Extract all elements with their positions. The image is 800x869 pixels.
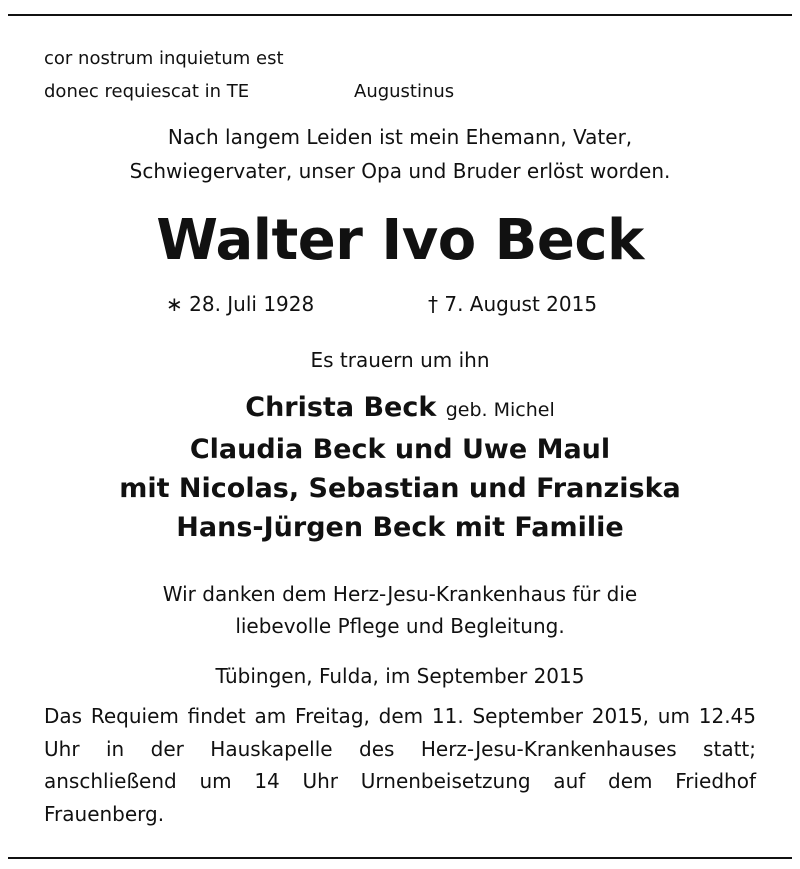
- mourner-wife: [8, 388, 792, 430]
- mourner-line-3: mit Nicolas, Sebastian und Franziska: [119, 473, 681, 504]
- motto-author: Augustinus: [354, 81, 455, 102]
- mourner-line-2: Claudia Beck und Uwe Maul: [189, 434, 611, 465]
- motto-line-1: cor nostrum inquietum est: [44, 48, 284, 69]
- obituary-frame: [8, 14, 792, 859]
- motto-line-2: donec requiescat in TE: [44, 81, 250, 102]
- intro-text: [8, 120, 792, 188]
- mourner-line-4: Hans-Jürgen Beck mit Familie: [176, 512, 624, 543]
- mourners-heading: Es trauern um ihn: [310, 348, 490, 372]
- deceased-name: Walter Ivo Beck: [156, 208, 644, 273]
- requiem-notice: Das Requiem findet am Freitag, dem 11. September 2015, um 12.45 Uhr in der Hauskapelle des Herz-Jesu-Krankenhauses statt; anschließend um 14 Uhr Urnenbeisetzung auf dem Friedhof Frauenberg.: [44, 704, 756, 826]
- death-date: † 7. August 2015: [428, 292, 598, 316]
- intro-line-1: Nach langem Leiden ist mein Ehemann, Vater,: [167, 125, 633, 149]
- mourners-list: [8, 388, 792, 547]
- thanks-line-1: Wir danken dem Herz-Jesu-Krankenhaus für die: [162, 582, 638, 606]
- intro-line-2: Schwiegervater, unser Opa und Bruder erlöst worden.: [129, 159, 671, 183]
- birth-date: ∗ 28. Juli 1928: [166, 292, 315, 316]
- mourner-wife-name: Christa Beck: [245, 392, 437, 423]
- place-date: Tübingen, Fulda, im September 2015: [215, 664, 585, 688]
- thanks-line-2: liebevolle Pflege und Begleitung.: [235, 614, 565, 638]
- mourner-wife-maiden-name: geb. Michel: [445, 399, 555, 421]
- thanks-text: [8, 578, 792, 642]
- motto: [44, 42, 284, 108]
